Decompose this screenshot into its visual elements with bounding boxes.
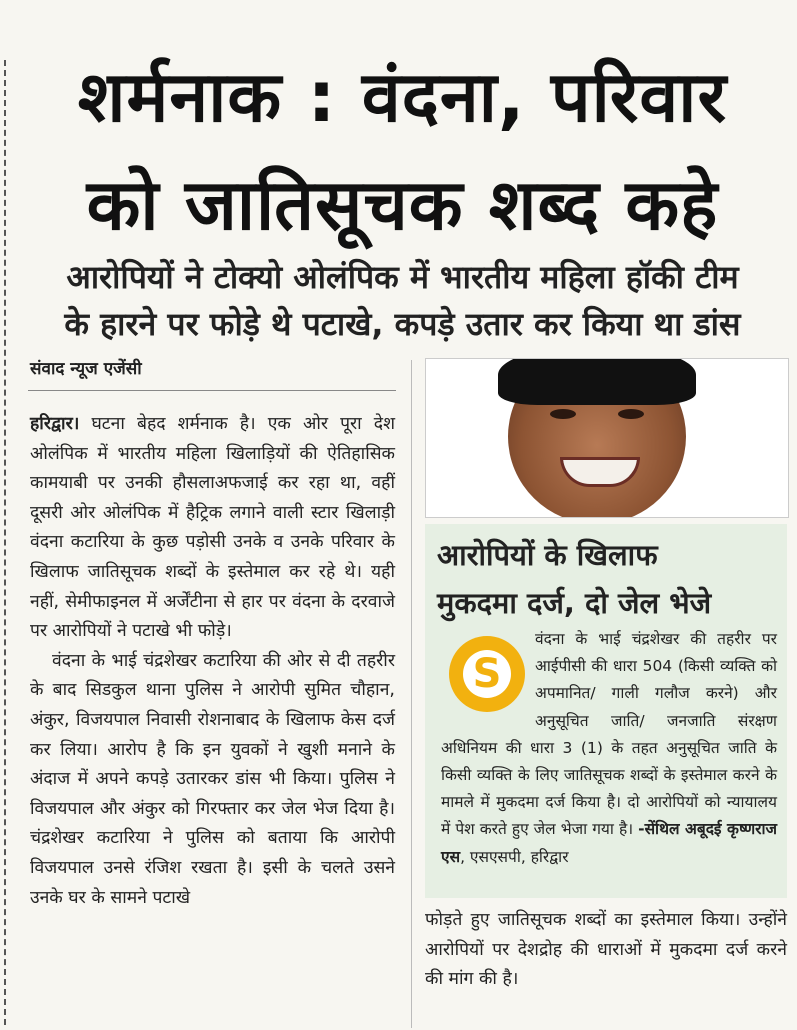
column-divider	[411, 360, 412, 1028]
article-body	[30, 410, 395, 913]
paragraph-3: फोड़ते हुए जातिसूचक शब्दों का इस्तेमाल किया। उन्होंने आरोपियों पर देशद्रोह की धाराओं में मुकदमा दर्ज करने की मांग की है।	[425, 910, 787, 990]
paragraph-1-text: घटना बेहद शर्मनाक है। एक ओर पूरा देश ओलंपिक में भारतीय महिला खिलाड़ियों की ऐतिहासिक कामयाबी पर उनकी हौसलाअफजाई कर रहा था, वहीं दूसरी ओर ओलंपिक में हैट्रिक लगाने वाली स्टार खिलाड़ी वंदना कटारिया के कुछ पड़ोसी उनके व उनके परिवार के खिलाफ जातिसूचक शब्दों के इस्तेमाल कर रहे थे। यही नहीं, सेमीफाइनल में अर्जेंटीना से हार पर वंदना के दरवाजे पर आरोपियों ने पटाखे भी फोड़े।	[30, 414, 395, 642]
byline-divider	[28, 390, 396, 391]
dateline: हरिद्वार।	[30, 414, 80, 434]
hair-image	[498, 358, 696, 405]
article-continued	[425, 906, 787, 995]
box-title-line-2: मुकदमा दर्ज, दो जेल भेजे	[437, 586, 712, 620]
cut-line	[4, 60, 6, 1025]
box-credit: -सेंथिल अबूदई कृष्णराज एस	[441, 820, 778, 866]
portrait-photo	[425, 358, 789, 518]
subheadline-line-1: आरोपियों ने टोक्यो ओलंपिक में भारतीय महिला हॉकी टीम	[66, 258, 739, 296]
paragraph-2: वंदना के भाई चंद्रशेखर कटारिया की ओर से दी तहरीर के बाद सिडकुल थाना पुलिस ने आरोपी सुमित चौहान, अंकुर, विजयपाल निवासी रोशनाबाद के खिलाफ केस दर्ज कर लिया। आरोप है कि इन युवकों ने खुशी मनाने के अंदाज में अपने कपड़े उतारकर डांस भी किया। पुलिस ने विजयपाल और अंकुर को गिरफ्तार कर जेल भेज दिया है। चंद्रशेखर कटारिया ने पुलिस को बताया कि आरोपी विजयपाल उनसे रंजिश रखता है। इसी के चलते उसने उनके घर के सामने पटाखे	[30, 650, 395, 908]
newspaper-logo-icon: S	[449, 636, 525, 712]
box-credit-suffix: , एसएसपी, हरिद्वार	[460, 847, 569, 866]
paragraph-1	[30, 410, 395, 647]
sidebar-box	[425, 524, 787, 898]
headline-line-2: को जातिसूचक शब्द कहे	[86, 164, 719, 246]
headline-line-1: शर्मनाक : वंदना, परिवार	[77, 56, 728, 138]
byline: संवाद न्यूज एजेंसी	[30, 359, 142, 379]
subheadline-line-2: के हारने पर फोड़े थे पटाखे, कपड़े उतार कर किया था डांस	[64, 305, 741, 343]
box-body: वंदना के भाई चंद्रशेखर की तहरीर पर आईपीसी की धारा 504 (किसी व्यक्ति को अपमानित/ गाली गलौज करने) और अनुसूचित जाति/ जनजाति संरक्षण अधिनियम की धारा 3 (1) के तहत अनुसूचित जाति के किसी व्यक्ति के लिए जातिसूचक शब्दों के इस्तेमाल करने के मामले में मुकदमा दर्ज किया है। दो आरोपियों को न्यायालय में पेश करते हुए जेल भेजा गया है।	[441, 630, 777, 839]
box-title-line-1: आरोपियों के खिलाफ	[437, 538, 658, 572]
